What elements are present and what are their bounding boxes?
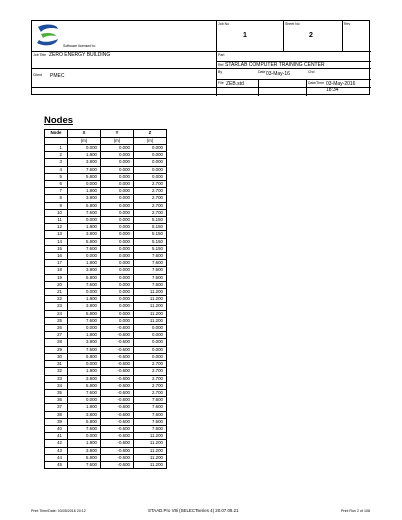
x-coord-cell: 7.600 <box>68 209 101 216</box>
print-time: Print Time/Date: 03/05/2016 20:12 <box>31 509 86 513</box>
y-coord-cell: 0.000 <box>101 245 134 252</box>
y-coord-cell: 0.000 <box>101 317 134 324</box>
y-coord-cell: -0.600 <box>101 368 134 375</box>
x-coord-cell: 5.800 <box>68 202 101 209</box>
z-coord-cell: 5.150 <box>134 245 167 252</box>
y-coord-cell: 0.000 <box>101 159 134 166</box>
x-coord-cell: 7.600 <box>68 245 101 252</box>
file-value: ZEB.std <box>226 81 244 87</box>
title-block <box>31 20 370 95</box>
sheet-no-value: 2 <box>309 32 313 39</box>
x-coord-cell: 0.000 <box>68 181 101 188</box>
x-coord-cell: 1.800 <box>68 260 101 267</box>
table-row <box>45 152 167 159</box>
x-coord-cell: 3.800 <box>68 231 101 238</box>
node-id-cell: 11 <box>45 217 68 224</box>
y-coord-cell: 0.000 <box>101 224 134 231</box>
table-header-row <box>45 130 167 138</box>
z-coord-cell: 0.000 <box>134 339 167 346</box>
rev-label: Rev <box>344 22 351 26</box>
z-coord-cell: 2.700 <box>134 188 167 195</box>
x-coord-cell: 3.800 <box>68 303 101 310</box>
client-value: PMEC <box>50 73 65 79</box>
table-row <box>45 181 167 188</box>
x-coord-cell: 1.800 <box>68 296 101 303</box>
x-coord-cell: 5.800 <box>68 274 101 281</box>
header-y: Y <box>101 130 134 138</box>
z-coord-cell: 0.000 <box>134 145 167 152</box>
y-coord-cell: 0.000 <box>101 253 134 260</box>
table-row <box>45 166 167 173</box>
x-coord-cell: 0.000 <box>68 433 101 440</box>
z-coord-cell: 2.700 <box>134 181 167 188</box>
table-row <box>45 411 167 418</box>
y-coord-cell: -0.600 <box>101 404 134 411</box>
sheet-no-label: Sheet No <box>285 22 300 26</box>
table-row <box>45 267 167 274</box>
x-coord-cell: 7.600 <box>68 281 101 288</box>
node-id-cell: 6 <box>45 181 68 188</box>
z-coord-cell: 7.600 <box>134 397 167 404</box>
x-coord-cell: 3.800 <box>68 411 101 418</box>
table-row <box>45 209 167 216</box>
node-id-cell: 8 <box>45 195 68 202</box>
table-row <box>45 173 167 180</box>
y-coord-cell: 0.000 <box>101 238 134 245</box>
node-id-cell: 12 <box>45 224 68 231</box>
x-coord-cell: 1.800 <box>68 188 101 195</box>
node-id-cell: 29 <box>45 346 68 353</box>
x-coord-cell: 1.800 <box>68 332 101 339</box>
x-coord-cell: 5.800 <box>68 353 101 360</box>
table-row <box>45 332 167 339</box>
table-row <box>45 454 167 461</box>
z-coord-cell: 7.600 <box>134 418 167 425</box>
table-row <box>45 404 167 411</box>
x-coord-cell: 3.800 <box>68 195 101 202</box>
z-coord-cell: 0.000 <box>134 332 167 339</box>
staad-logo-icon <box>35 23 61 48</box>
z-coord-cell: 11.200 <box>134 289 167 296</box>
x-coord-cell: 5.800 <box>68 454 101 461</box>
x-coord-cell: 7.600 <box>68 425 101 432</box>
table-row <box>45 289 167 296</box>
y-coord-cell: -0.600 <box>101 346 134 353</box>
z-coord-cell: 5.150 <box>134 224 167 231</box>
node-id-cell: 43 <box>45 447 68 454</box>
table-row <box>45 296 167 303</box>
table-row <box>45 253 167 260</box>
node-id-cell: 1 <box>45 145 68 152</box>
y-coord-cell: 0.000 <box>101 173 134 180</box>
node-id-cell: 39 <box>45 418 68 425</box>
z-coord-cell: 0.000 <box>134 173 167 180</box>
node-id-cell: 26 <box>45 325 68 332</box>
z-coord-cell: 7.600 <box>134 281 167 288</box>
y-coord-cell: -0.600 <box>101 375 134 382</box>
z-coord-cell: 2.700 <box>134 361 167 368</box>
y-coord-cell: 0.000 <box>101 209 134 216</box>
table-body <box>45 145 167 469</box>
y-coord-cell: 0.000 <box>101 195 134 202</box>
unit-y: (m) <box>101 137 134 145</box>
node-id-cell: 7 <box>45 188 68 195</box>
y-coord-cell: -0.600 <box>101 454 134 461</box>
x-coord-cell: 5.800 <box>68 418 101 425</box>
y-coord-cell: -0.600 <box>101 425 134 432</box>
y-coord-cell: 0.000 <box>101 188 134 195</box>
z-coord-cell: 11.200 <box>134 296 167 303</box>
node-id-cell: 14 <box>45 238 68 245</box>
node-id-cell: 21 <box>45 289 68 296</box>
section-title: Nodes <box>44 115 74 126</box>
table-row <box>45 217 167 224</box>
chd-label: Chd <box>308 70 315 74</box>
datetime-value: 03-May-2016 18:34 <box>326 81 356 93</box>
node-id-cell: 4 <box>45 166 68 173</box>
x-coord-cell: 7.600 <box>68 317 101 324</box>
y-coord-cell: -0.600 <box>101 447 134 454</box>
unit-node <box>45 137 68 145</box>
node-id-cell: 22 <box>45 296 68 303</box>
node-id-cell: 42 <box>45 440 68 447</box>
node-id-cell: 2 <box>45 152 68 159</box>
z-coord-cell: 11.200 <box>134 440 167 447</box>
z-coord-cell: 2.700 <box>134 195 167 202</box>
node-id-cell: 37 <box>45 404 68 411</box>
z-coord-cell: 5.150 <box>134 217 167 224</box>
node-id-cell: 3 <box>45 159 68 166</box>
table-row <box>45 382 167 389</box>
z-coord-cell: 0.000 <box>134 152 167 159</box>
x-coord-cell: 7.600 <box>68 389 101 396</box>
x-coord-cell: 0.000 <box>68 397 101 404</box>
y-coord-cell: 0.000 <box>101 231 134 238</box>
x-coord-cell: 1.800 <box>68 440 101 447</box>
x-coord-cell: 1.800 <box>68 152 101 159</box>
table-row <box>45 346 167 353</box>
node-id-cell: 5 <box>45 173 68 180</box>
node-id-cell: 24 <box>45 310 68 317</box>
program-version: STAAD.Pro V8i (SELECTseries 4) 20.07.09.21 <box>148 508 239 513</box>
part-label: Part <box>218 53 225 57</box>
x-coord-cell: 3.800 <box>68 159 101 166</box>
x-coord-cell: 3.800 <box>68 375 101 382</box>
table-row <box>45 274 167 281</box>
x-coord-cell: 0.000 <box>68 325 101 332</box>
y-coord-cell: 0.000 <box>101 217 134 224</box>
node-id-cell: 40 <box>45 425 68 432</box>
node-id-cell: 23 <box>45 303 68 310</box>
datetime-label: Date/Time <box>308 81 325 85</box>
print-run: Print Run 2 of 108 <box>341 509 370 513</box>
by-label: By <box>218 70 223 74</box>
ref-value: STARLAB COMPUTER TRAINING CENTER <box>225 62 325 68</box>
y-coord-cell: -0.600 <box>101 411 134 418</box>
node-id-cell: 32 <box>45 368 68 375</box>
z-coord-cell: 2.700 <box>134 389 167 396</box>
z-coord-cell: 11.200 <box>134 461 167 468</box>
y-coord-cell: -0.600 <box>101 461 134 468</box>
z-coord-cell: 2.700 <box>134 202 167 209</box>
y-coord-cell: 0.000 <box>101 145 134 152</box>
z-coord-cell: 2.700 <box>134 382 167 389</box>
table-row <box>45 188 167 195</box>
ref-label: Ref <box>218 63 224 67</box>
job-no-value: 1 <box>243 32 247 39</box>
x-coord-cell: 3.800 <box>68 447 101 454</box>
z-coord-cell: 0.000 <box>134 346 167 353</box>
y-coord-cell: -0.600 <box>101 440 134 447</box>
table-row <box>45 375 167 382</box>
node-id-cell: 27 <box>45 332 68 339</box>
header-x: X <box>68 130 101 138</box>
x-coord-cell: 1.800 <box>68 224 101 231</box>
z-coord-cell: 7.600 <box>134 411 167 418</box>
y-coord-cell: -0.600 <box>101 361 134 368</box>
node-id-cell: 18 <box>45 267 68 274</box>
node-id-cell: 19 <box>45 274 68 281</box>
table-row <box>45 202 167 209</box>
node-id-cell: 45 <box>45 461 68 468</box>
table-row <box>45 389 167 396</box>
node-id-cell: 35 <box>45 389 68 396</box>
node-id-cell: 16 <box>45 253 68 260</box>
y-coord-cell: -0.600 <box>101 382 134 389</box>
y-coord-cell: 0.000 <box>101 267 134 274</box>
y-coord-cell: -0.600 <box>101 325 134 332</box>
node-id-cell: 25 <box>45 317 68 324</box>
x-coord-cell: 5.800 <box>68 382 101 389</box>
z-coord-cell: 0.000 <box>134 159 167 166</box>
table-row <box>45 231 167 238</box>
node-id-cell: 38 <box>45 411 68 418</box>
x-coord-cell: 3.800 <box>68 267 101 274</box>
unit-z: (m) <box>134 137 167 145</box>
node-id-cell: 31 <box>45 361 68 368</box>
y-coord-cell: 0.000 <box>101 281 134 288</box>
table-row <box>45 260 167 267</box>
node-id-cell: 20 <box>45 281 68 288</box>
report-page <box>31 20 370 513</box>
y-coord-cell: 0.000 <box>101 303 134 310</box>
date-label: Date <box>258 70 266 74</box>
node-id-cell: 34 <box>45 382 68 389</box>
table-row <box>45 361 167 368</box>
table-row <box>45 159 167 166</box>
table-row <box>45 303 167 310</box>
z-coord-cell: 7.600 <box>134 274 167 281</box>
y-coord-cell: -0.600 <box>101 389 134 396</box>
z-coord-cell: 5.150 <box>134 238 167 245</box>
node-id-cell: 44 <box>45 454 68 461</box>
x-coord-cell: 0.000 <box>68 145 101 152</box>
y-coord-cell: 0.000 <box>101 181 134 188</box>
node-id-cell: 17 <box>45 260 68 267</box>
y-coord-cell: -0.600 <box>101 397 134 404</box>
z-coord-cell: 11.200 <box>134 303 167 310</box>
z-coord-cell: 7.600 <box>134 404 167 411</box>
node-id-cell: 30 <box>45 353 68 360</box>
z-coord-cell: 11.200 <box>134 454 167 461</box>
table-row <box>45 418 167 425</box>
y-coord-cell: -0.600 <box>101 433 134 440</box>
node-id-cell: 36 <box>45 397 68 404</box>
z-coord-cell: 11.200 <box>134 317 167 324</box>
node-id-cell: 28 <box>45 339 68 346</box>
z-coord-cell: 7.600 <box>134 253 167 260</box>
table-row <box>45 195 167 202</box>
z-coord-cell: 11.200 <box>134 310 167 317</box>
header-z: Z <box>134 130 167 138</box>
y-coord-cell: 0.000 <box>101 260 134 267</box>
table-row <box>45 310 167 317</box>
z-coord-cell: 11.200 <box>134 433 167 440</box>
y-coord-cell: -0.600 <box>101 353 134 360</box>
x-coord-cell: 0.000 <box>68 361 101 368</box>
x-coord-cell: 7.600 <box>68 166 101 173</box>
z-coord-cell: 7.600 <box>134 260 167 267</box>
y-coord-cell: 0.000 <box>101 274 134 281</box>
table-row <box>45 461 167 468</box>
table-row <box>45 238 167 245</box>
z-coord-cell: 2.700 <box>134 209 167 216</box>
z-coord-cell: 0.000 <box>134 166 167 173</box>
y-coord-cell: 0.000 <box>101 289 134 296</box>
table-row <box>45 224 167 231</box>
x-coord-cell: 0.000 <box>68 253 101 260</box>
date-value: 03-May-16 <box>266 71 290 77</box>
z-coord-cell: 11.200 <box>134 447 167 454</box>
license-text: Software licensed to <box>63 44 96 48</box>
z-coord-cell: 0.000 <box>134 325 167 332</box>
z-coord-cell: 5.150 <box>134 231 167 238</box>
table-row <box>45 325 167 332</box>
y-coord-cell: 0.000 <box>101 152 134 159</box>
table-units-row <box>45 137 167 145</box>
y-coord-cell: -0.600 <box>101 332 134 339</box>
nodes-table <box>44 129 167 469</box>
x-coord-cell: 1.800 <box>68 404 101 411</box>
job-no-label: Job No <box>218 22 230 26</box>
job-title-label: Job Title <box>33 53 47 57</box>
y-coord-cell: 0.000 <box>101 202 134 209</box>
y-coord-cell: 0.000 <box>101 166 134 173</box>
y-coord-cell: 0.000 <box>101 310 134 317</box>
table-row <box>45 353 167 360</box>
z-coord-cell: 7.600 <box>134 425 167 432</box>
x-coord-cell: 3.800 <box>68 339 101 346</box>
table-row <box>45 281 167 288</box>
table-row <box>45 339 167 346</box>
x-coord-cell: 0.000 <box>68 217 101 224</box>
table-row <box>45 368 167 375</box>
x-coord-cell: 5.800 <box>68 173 101 180</box>
z-coord-cell: 0.000 <box>134 353 167 360</box>
client-label: Client <box>33 73 42 77</box>
node-id-cell: 10 <box>45 209 68 216</box>
logo-area <box>32 21 216 51</box>
table-row <box>45 145 167 152</box>
z-coord-cell: 7.600 <box>134 267 167 274</box>
node-id-cell: 33 <box>45 375 68 382</box>
table-row <box>45 245 167 252</box>
x-coord-cell: 7.600 <box>68 346 101 353</box>
table-row <box>45 440 167 447</box>
file-label: File <box>218 81 224 85</box>
y-coord-cell: -0.600 <box>101 339 134 346</box>
x-coord-cell: 5.800 <box>68 238 101 245</box>
y-coord-cell: 0.000 <box>101 296 134 303</box>
node-id-cell: 15 <box>45 245 68 252</box>
x-coord-cell: 5.800 <box>68 310 101 317</box>
table-row <box>45 425 167 432</box>
x-coord-cell: 1.800 <box>68 368 101 375</box>
table-row <box>45 447 167 454</box>
job-title-value: ZERO ENERGY BUILDING <box>49 52 111 58</box>
x-coord-cell: 7.600 <box>68 461 101 468</box>
node-id-cell: 9 <box>45 202 68 209</box>
node-id-cell: 41 <box>45 433 68 440</box>
table-row <box>45 397 167 404</box>
y-coord-cell: -0.600 <box>101 418 134 425</box>
unit-x: (m) <box>68 137 101 145</box>
x-coord-cell: 0.000 <box>68 289 101 296</box>
table-row <box>45 317 167 324</box>
header-node: Node <box>45 130 68 138</box>
node-id-cell: 13 <box>45 231 68 238</box>
z-coord-cell: 2.700 <box>134 368 167 375</box>
table-row <box>45 433 167 440</box>
z-coord-cell: 2.700 <box>134 375 167 382</box>
